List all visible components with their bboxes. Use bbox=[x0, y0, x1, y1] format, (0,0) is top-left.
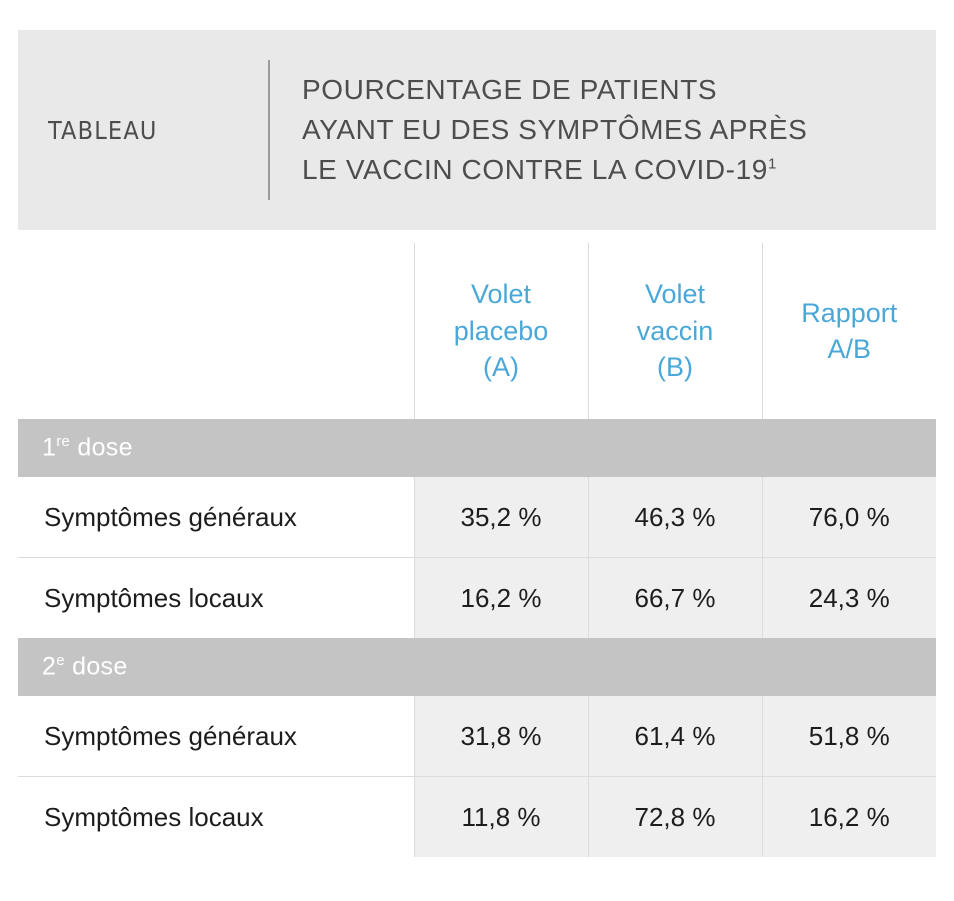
section-title-dose-2-ordinal: e bbox=[56, 652, 65, 670]
cell-rapport: 24,3 % bbox=[762, 558, 936, 639]
table-section-row bbox=[18, 419, 936, 477]
table-row bbox=[18, 477, 936, 558]
column-header-vaccin bbox=[588, 243, 762, 419]
cell-placebo: 31,8 % bbox=[414, 696, 588, 777]
column-header-vaccin-line-2: vaccin bbox=[636, 315, 714, 346]
section-title-dose-2-rest: dose bbox=[64, 652, 128, 681]
table-row bbox=[18, 558, 936, 639]
table-row bbox=[18, 696, 936, 777]
row-label: Symptômes locaux bbox=[18, 558, 414, 639]
column-header-placebo-line-3: (A) bbox=[483, 352, 519, 383]
figure-title-footnote-marker: 1 bbox=[767, 155, 777, 173]
column-header-rapport bbox=[762, 243, 936, 419]
column-header-rapport-line-2: A/B bbox=[827, 334, 872, 364]
table-row bbox=[18, 777, 936, 858]
row-label: Symptômes généraux bbox=[18, 477, 414, 558]
figure-kicker: TABLEAU bbox=[48, 115, 158, 145]
section-title-dose-2-number: 2 bbox=[42, 652, 57, 681]
section-title-dose-1 bbox=[18, 419, 936, 477]
cell-placebo: 16,2 % bbox=[414, 558, 588, 639]
figure-header bbox=[18, 30, 936, 230]
section-title-dose-1-ordinal: re bbox=[56, 433, 71, 451]
table-header-row bbox=[18, 243, 936, 419]
row-label: Symptômes généraux bbox=[18, 696, 414, 777]
column-header-placebo-line-1: Volet bbox=[470, 279, 532, 310]
cell-placebo: 35,2 % bbox=[414, 477, 588, 558]
figure-title-line-2: AYANT EU DES SYMPTÔMES APRÈS bbox=[302, 114, 808, 146]
table-section-row bbox=[18, 638, 936, 696]
section-title-dose-1-rest: dose bbox=[70, 433, 133, 462]
cell-vaccin: 66,7 % bbox=[588, 558, 762, 639]
section-title-dose-2 bbox=[18, 638, 936, 696]
section-title-dose-1-number: 1 bbox=[42, 433, 57, 462]
column-header-rapport-line-1: Rapport bbox=[801, 297, 898, 328]
figure-title bbox=[270, 70, 807, 189]
column-header-blank bbox=[18, 243, 414, 419]
column-header-vaccin-line-1: Volet bbox=[644, 279, 706, 310]
cell-vaccin: 61,4 % bbox=[588, 696, 762, 777]
cell-rapport: 76,0 % bbox=[762, 477, 936, 558]
row-label: Symptômes locaux bbox=[18, 777, 414, 858]
figure-title-line-3-text: LE VACCIN CONTRE LA COVID-19 bbox=[302, 153, 768, 185]
data-table bbox=[18, 243, 936, 857]
column-header-placebo bbox=[414, 243, 588, 419]
figure-title-line-1: POURCENTAGE DE PATIENTS bbox=[302, 74, 718, 106]
cell-vaccin: 72,8 % bbox=[588, 777, 762, 858]
cell-placebo: 11,8 % bbox=[414, 777, 588, 858]
cell-rapport: 51,8 % bbox=[762, 696, 936, 777]
cell-rapport: 16,2 % bbox=[762, 777, 936, 858]
cell-vaccin: 46,3 % bbox=[588, 477, 762, 558]
column-header-vaccin-line-3: (B) bbox=[657, 352, 693, 383]
figure-title-line-3 bbox=[302, 150, 807, 190]
column-header-placebo-line-2: placebo bbox=[453, 315, 549, 346]
